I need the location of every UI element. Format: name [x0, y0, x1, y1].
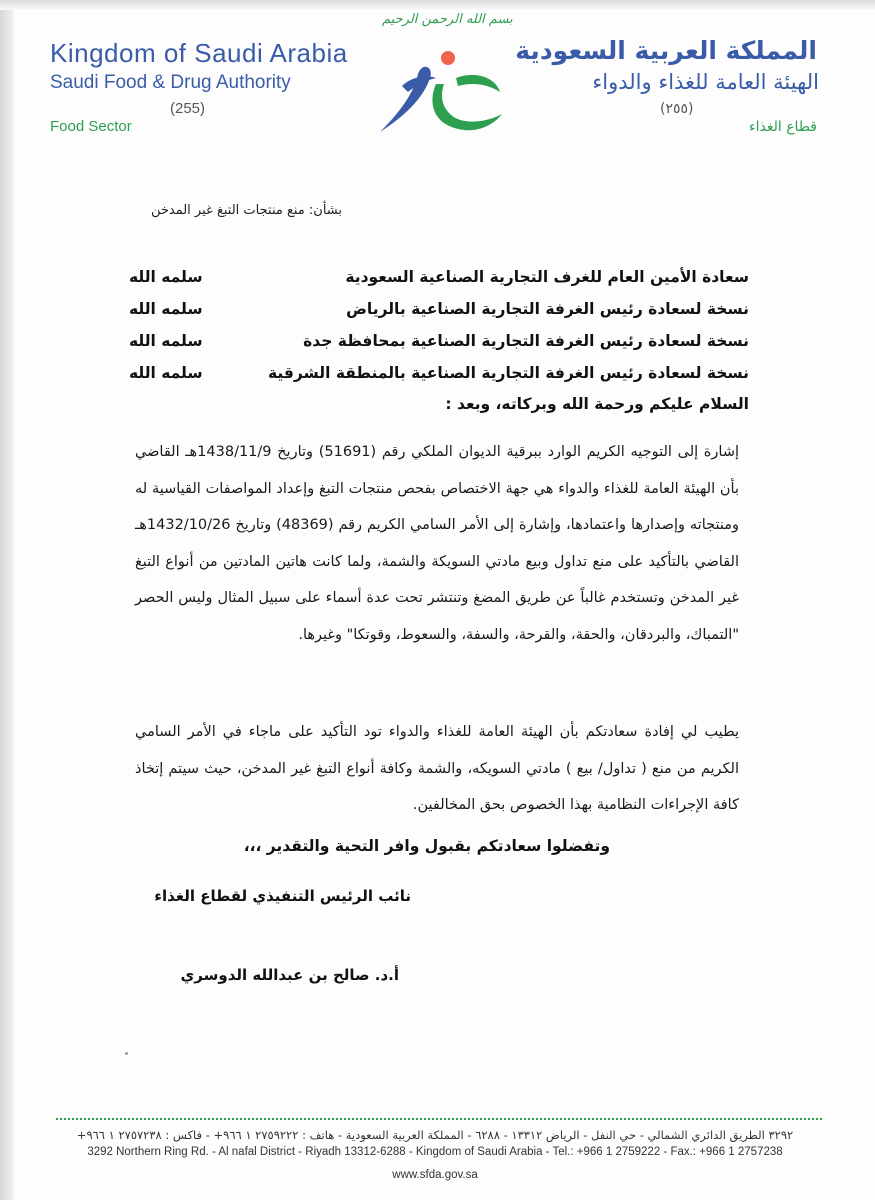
addressee-name: نسخة لسعادة رئيس الغرفة التجارية الصناعية بالمنطقة الشرقية [268, 364, 749, 382]
logo-green-arc [456, 75, 500, 92]
addressee-row [129, 332, 749, 360]
logo-sfda-text: SFDA [464, 102, 491, 113]
addressee-row [129, 300, 749, 328]
header-en-title: Kingdom of Saudi Arabia [50, 38, 348, 68]
header-ar-sector: قطاع الغذاء [749, 119, 817, 135]
addressee-greeting: سلمه الله [129, 364, 203, 382]
sfda-logo [372, 22, 506, 140]
header-ar-number: (٢٥٥) [660, 101, 694, 117]
footer-ar-address: ٣٢٩٢ الطريق الدائري الشمالي - حي النفل - الرياض ١٣٣١٢ - ٦٢٨٨ - المملكة العربية السعودية - هاتف : ٢٧٥٩٢٢٢ ١ ٩٦٦+ - فاكس : ٢٧٥٧٢٣٨ ١ ٩٦٦+ [76, 1128, 794, 1142]
signatory-name: أ.د. صالح بن عبدالله الدوسري [180, 966, 399, 984]
addressee-greeting: سلمه الله [129, 300, 203, 318]
header-en-number: (255) [170, 100, 206, 117]
header-ar-authority: الهيئة العامة للغذاء والدواء [592, 70, 819, 94]
page-top-shadow [0, 0, 875, 10]
body-paragraph-2: يطيب لي إفادة سعادتكم بأن الهيئة العامة للغذاء والدواء تود التأكيد على ماجاء في الأمر السامي الكريم من منع ( تداول/ بيع ) مادتي السويكه، والشمة وكافة أنواع التبغ غير المدخن، حيث سيتم إتخاذ كافة الإجراءات النظامية بهذا الخصوص بحق المخالفين. [135, 724, 739, 813]
footer-website: www.sfda.gov.sa [392, 1169, 478, 1181]
signatory-title: نائب الرئيس التنفيذي لقطاع الغذاء [154, 887, 411, 905]
logo-blue-swoosh [380, 67, 431, 132]
addressee-row [129, 268, 749, 296]
addressee-greeting: سلمه الله [129, 332, 203, 350]
addressee-name: سعادة الأمين العام للغرف التجارية الصناعية السعودية [345, 268, 749, 286]
page-left-shadow [0, 0, 14, 1200]
salutation: السلام عليكم ورحمة الله وبركاته، وبعد : [445, 395, 749, 413]
addressee-greeting: سلمه الله [129, 268, 203, 286]
basmala-calligraphy: بسم الله الرحمن الرحيم [382, 12, 513, 27]
addressee-name: نسخة لسعادة رئيس الغرفة التجارية الصناعية بالرياض [346, 300, 749, 318]
stray-mark [125, 1052, 128, 1055]
header-en-authority: Saudi Food & Drug Authority [50, 72, 291, 93]
addressee-name: نسخة لسعادة رئيس الغرفة التجارية الصناعية بمحافظة جدة [303, 332, 749, 350]
footer-en-address: 3292 Northern Ring Rd. - Al nafal District - Riyadh 13312-6288 - Kingdom of Saudi Arabia - Tel.: +966 1 2759222 - Fax.: +966 1 2757238 [87, 1146, 783, 1158]
body-paragraph-1: إشارة إلى التوجيه الكريم الوارد ببرقية الديوان الملكي رقم (51691) وتاريخ 1438/11/9هـ القاضي بأن الهيئة العامة للغذاء والدواء هي جهة الاختصاص بفحص منتجات التبغ وإعداد المواصفات القياسية له ومنتجاته وإصدارها واعتمادها، وإشارة إلى الأمر السامي الكريم رقم (48369) وتاريخ 1432/10/26هـ القاضي بالتأكيد على منع تداول وبيع مادتي السويكة والشمة، ولما كانت هاتين المادتين من أنواع التبغ غير المدخن وتستخدم غالباً عن طريق المضغ وتنتشر تحت عدة أسماء على سبيل المثال وليس الحصر "التمباك، والبردقان، والحقة، والقرحة، والسفة، والسعوط، وقوتكا" وغيرها. [135, 444, 739, 643]
logo-orange-dot [441, 51, 455, 65]
header-ar-title: المملكة العربية السعودية [515, 36, 817, 65]
header-en-sector: Food Sector [50, 118, 132, 135]
closing-line: وتفضلوا سعادتكم بقبول وافر التحية والتقدير ،،، [243, 837, 610, 855]
footer-divider [56, 1118, 822, 1120]
addressee-row [129, 364, 749, 392]
letter-subject: بشأن: منع منتجات التبغ غير المدخن [150, 203, 342, 218]
